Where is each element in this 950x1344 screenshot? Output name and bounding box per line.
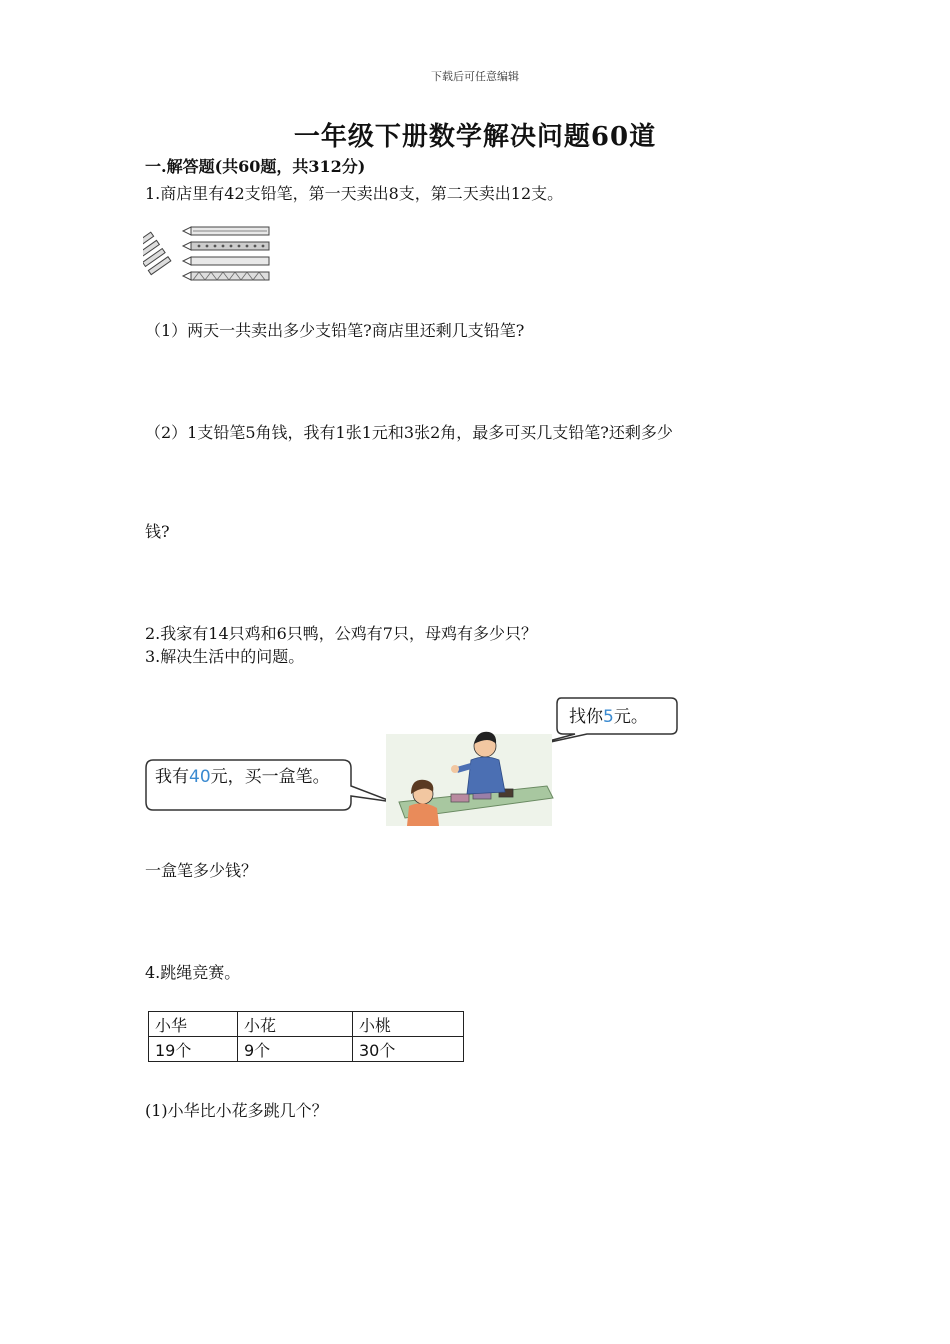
table-cell: 19个 [149,1037,238,1062]
question-4-part-1: (1)小华比小花多跳几个？ [145,1101,328,1120]
question-1-part-2: （2）1支铅笔5角钱，我有1张1元和3张2角，最多可买几支铅笔?还剩多少 [145,423,673,442]
page-title: 一年级下册数学解决问题60道 [293,122,657,152]
question-3: 3.解决生活中的问题。 [145,647,305,666]
header-note: 下载后可任意编辑 [431,70,519,83]
bubble-right-text-b: 元。 [613,707,648,727]
bubble-left-text-b: 元，买一盒笔。 [210,767,330,787]
bubble-left-number: 40 [189,767,211,787]
table-cell: 小桃 [353,1012,464,1037]
question-1-part-1: （1）两天一共卖出多少支铅笔?商店里还剩几支铅笔? [145,321,525,340]
svg-text:找你5元。 [569,707,648,727]
svg-text:我有40元，买一盒笔。 [155,767,330,787]
question-1-part-2-continued: 钱? [145,522,170,541]
bubble-right-number: 5 [603,707,614,727]
table-cell: 30个 [353,1037,464,1062]
bubble-left-text-a: 我有 [155,767,189,787]
table-cell: 小花 [238,1012,353,1037]
question-2: 2.我家有14只鸡和6只鸭，公鸡有7只，母鸡有多少只？ [145,624,537,643]
table-row [149,1012,464,1037]
table-cell: 小华 [149,1012,238,1037]
pencils-image [143,222,271,290]
table-cell: 9个 [238,1037,353,1062]
table-row [149,1037,464,1062]
jump-rope-table [148,1011,464,1062]
section-heading: 一.解答题(共60题，共312分) [145,157,366,176]
shop-scene-image [143,690,683,830]
question-4: 4.跳绳竞赛。 [145,963,241,982]
question-1: 1.商店里有42支铅笔，第一天卖出8支，第二天卖出12支。 [145,184,564,203]
bubble-right-text-a: 找你 [569,707,603,727]
question-3-sub: 一盒笔多少钱？ [145,861,258,880]
